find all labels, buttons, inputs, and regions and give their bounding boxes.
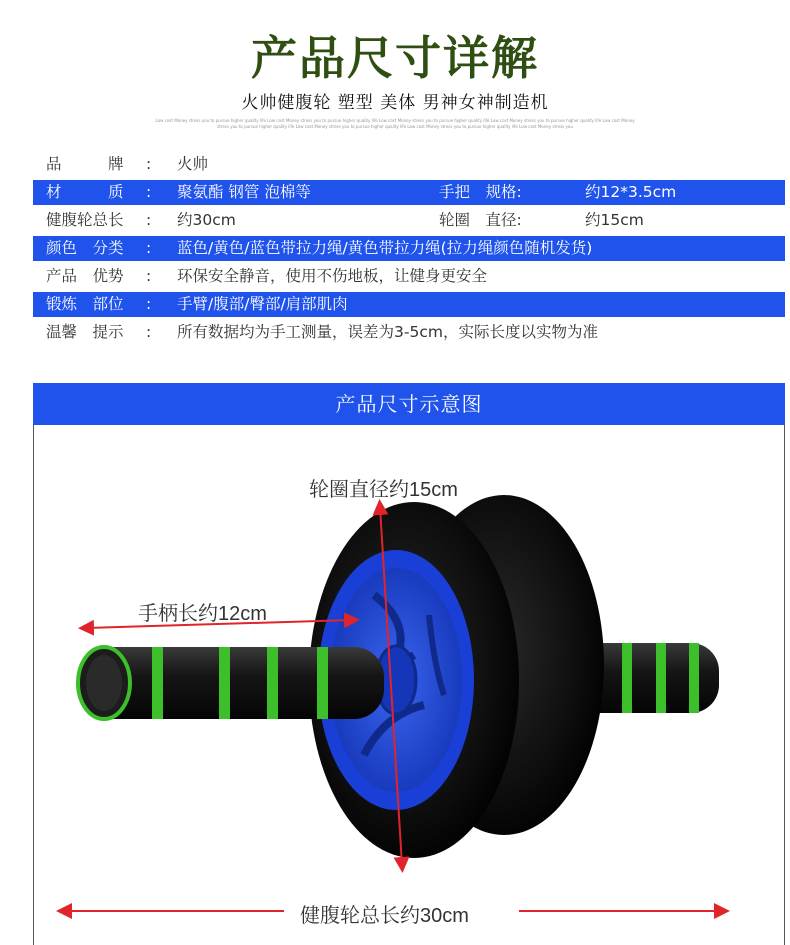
spec-row-brand	[33, 152, 785, 177]
spec-row-colors	[33, 236, 785, 261]
spec-colon: :	[146, 267, 152, 285]
spec-value: 聚氨酯 钢管 泡棉等	[177, 183, 311, 201]
spec-label: 材 质	[46, 183, 124, 201]
left-handle	[78, 647, 384, 719]
spec-colon: :	[146, 155, 152, 173]
spec-row-advantages	[33, 264, 785, 289]
spec-label: 颜色 分类	[46, 239, 124, 257]
spec-table	[33, 152, 785, 348]
spec-value: 蓝色/黄色/蓝色带拉力绳/黄色带拉力绳(拉力绳颜色随机发货)	[177, 239, 593, 257]
spec-colon: :	[146, 211, 152, 229]
spec-row-note	[33, 320, 785, 345]
page-title: 产品尺寸详解	[251, 31, 539, 85]
total-length-label: 健腹轮总长约30cm	[300, 905, 469, 927]
spec-label-secondary: 手把 规格:	[439, 183, 522, 201]
ab-wheel-illustration	[34, 425, 784, 945]
spec-value: 环保安全静音，使用不伤地板，让健身更安全	[177, 267, 488, 285]
spec-row-total-length	[33, 208, 785, 233]
spec-label: 产品 优势	[46, 267, 124, 285]
spec-colon: :	[146, 183, 152, 201]
spec-label-secondary: 轮圈 直径:	[439, 211, 522, 229]
spec-label: 锻炼 部位	[46, 295, 124, 313]
spec-value: 所有数据均为手工测量，误差为3-5cm，实际长度以实物为准	[177, 323, 598, 341]
dimension-diagram	[33, 425, 785, 945]
spec-row-muscles	[33, 292, 785, 317]
handle-length-label: 手柄长约12cm	[138, 603, 267, 625]
spec-colon: :	[146, 239, 152, 257]
spec-label: 温馨 提示	[46, 323, 124, 341]
decorative-fineprint: Low cost Money stress you to pursue higher quality life Low cost Money stress you to pursue higher quality life Low cost Money stress you to pursue higher quality life Low cost Money stress you to pursue higher quality life Low cost Money stress you to pursue higher quality life Low cost Money stress you to pursue higher quality life Low cost Money stress you to pursue higher quality life Low cost Money stress you	[155, 118, 635, 129]
page-subtitle: 火帅健腹轮 塑型 美体 男神女神制造机	[241, 93, 549, 113]
spec-value: 火帅	[177, 155, 209, 173]
spec-value: 约30cm	[177, 211, 236, 229]
spec-colon: :	[146, 295, 152, 313]
spec-label: 健腹轮总长	[46, 211, 124, 229]
spec-colon: :	[146, 323, 152, 341]
spec-value-secondary: 约15cm	[585, 211, 644, 229]
spec-value: 手臂/腹部/臀部/肩部肌肉	[177, 295, 348, 313]
spec-value-secondary: 约12*3.5cm	[585, 183, 677, 201]
diagram-header: 产品尺寸示意图	[33, 383, 785, 425]
spec-row-material	[33, 180, 785, 205]
spec-label: 品 牌	[46, 155, 124, 173]
wheel-diameter-label: 轮圈直径约15cm	[309, 479, 458, 501]
